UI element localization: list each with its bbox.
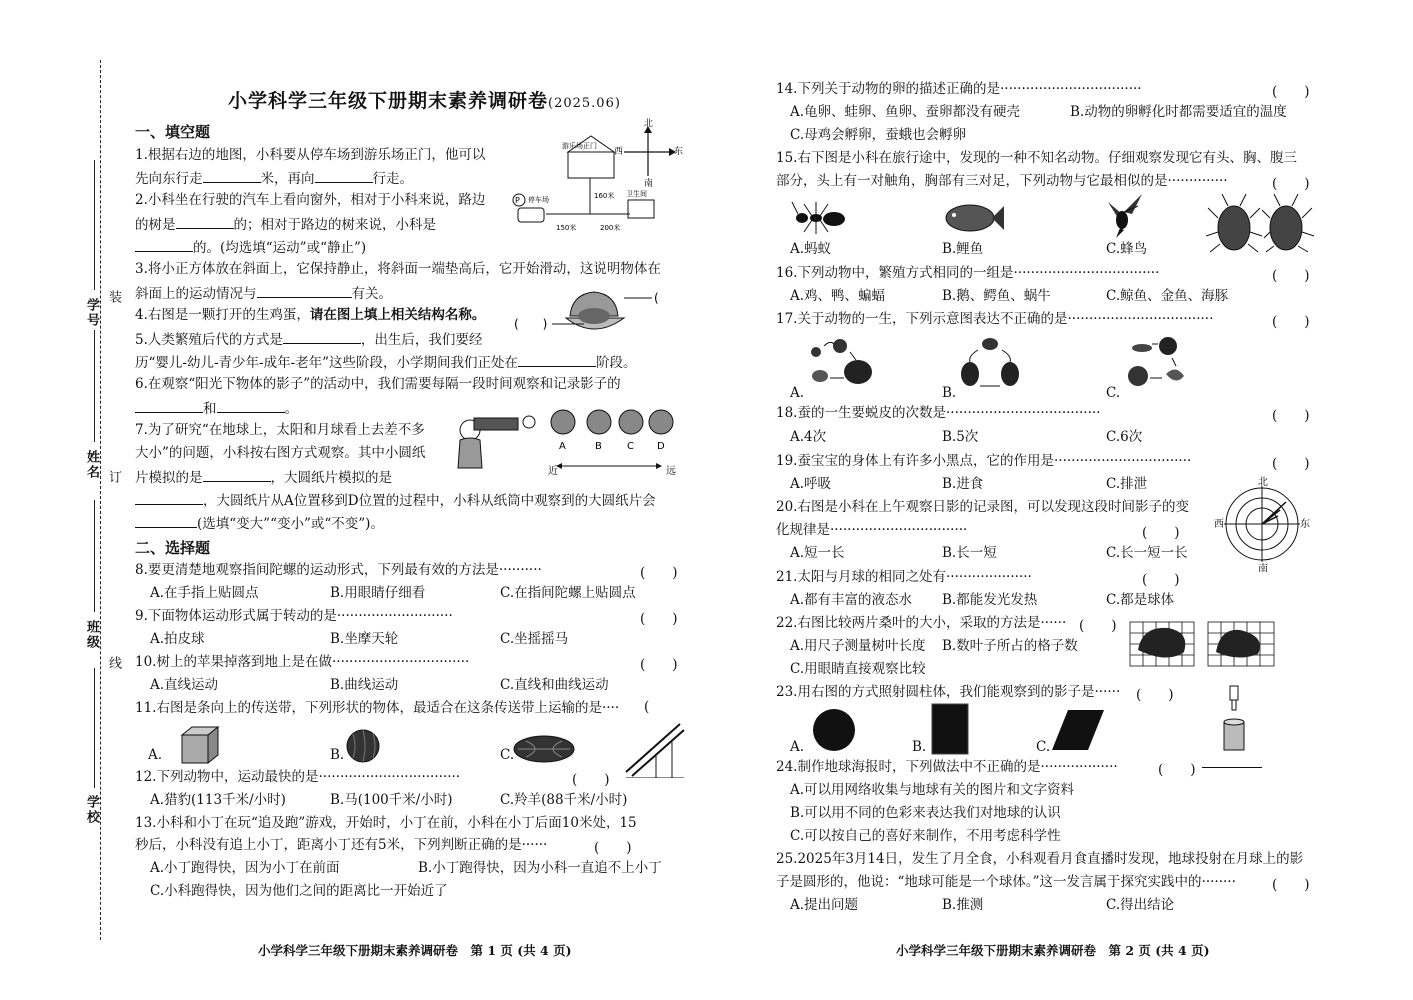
q7-blank2[interactable] [135, 490, 203, 505]
mark-xian: 线 [106, 656, 121, 669]
q22-option-b[interactable]: B.数叶子所占的格子数 [942, 638, 1078, 654]
q18-option-b[interactable]: B.5次 [942, 429, 979, 445]
q18-stem: 18.蚕的一生要蜕皮的次数是···································· [776, 405, 1101, 421]
wc-shape [628, 200, 654, 218]
q13-answer[interactable]: ( ) [594, 840, 632, 856]
q16-option-a[interactable]: A.鸡、鸭、蝙蝠 [790, 288, 886, 304]
q8-option-c[interactable]: C.在指间陀螺上贴圆点 [500, 585, 636, 601]
rugby-shape [512, 733, 576, 765]
q3-line1: 3.将小正方体放在斜面上，它保持静止，将斜面一端垫高后，它开始滑动，这说明物体在 [135, 261, 661, 277]
q7-blank1[interactable] [203, 467, 271, 482]
map-west: 西 [614, 147, 624, 157]
q10-option-b[interactable]: B.曲线运动 [330, 677, 399, 693]
q12-option-c[interactable]: C.羚羊(88千米/小时) [500, 792, 628, 808]
q20-option-a[interactable]: A.短一长 [790, 545, 845, 561]
class-field[interactable] [94, 500, 95, 612]
q14-option-b[interactable]: B.动物的卵孵化时都需要适宜的温度 [1070, 104, 1287, 120]
q19-option-a[interactable]: A.呼吸 [790, 476, 832, 492]
flashlight-cylinder-figure [1220, 684, 1250, 754]
q15-line1: 15.右下图是小科在旅行途中，发现的一种不知名动物。仔细观察发现它有头、胸、腹三 [776, 150, 1297, 166]
q20-option-b[interactable]: B.长一短 [942, 545, 997, 561]
mark-zhuang: 装 [106, 290, 121, 303]
q23-stem: 23.用右图的方式照射圆柱体，我们能观察到的影子是······ [776, 684, 1121, 700]
q25-option-b[interactable]: B.推测 [942, 897, 984, 913]
q10-option-c[interactable]: C.直线和曲线运动 [500, 677, 609, 693]
q14-option-a[interactable]: A.龟卵、蛙卵、鱼卵、蚕卵都没有硬壳 [790, 104, 1021, 120]
q3-line2: 斜面上的运动情况与 有关。 [135, 283, 392, 303]
q5-line2: 历“婴儿-幼儿-青少年-成年-老年”这些阶段，小学期间我们正处在 阶段。 [135, 352, 637, 372]
q11-answer[interactable]: ( [644, 699, 650, 715]
q8-option-b[interactable]: B.用眼睛仔细看 [330, 585, 426, 601]
q8-stem: 8.要更清楚地观察指间陀螺的运动形式，下列最有效的方法是·········· [135, 562, 542, 578]
q16-answer[interactable]: ( ) [1272, 268, 1310, 284]
q21-answer[interactable]: ( ) [1142, 572, 1180, 588]
small-disc [523, 416, 535, 428]
q7-line5: (选填“变大”“变小”或“不变”)。 [135, 513, 384, 533]
map-d160: 160米 [594, 192, 615, 200]
q25-line1: 25.2025年3月14日，发生了月全食，小科观看月食直播时发现，地球投射在月球上的影 [776, 851, 1304, 867]
disc-c [619, 410, 643, 434]
watermelon-shape [343, 728, 383, 764]
map-d150: 150米 [556, 224, 577, 232]
q17-option-c[interactable]: C. [1106, 385, 1121, 401]
sun-shadow-figure [1214, 476, 1310, 572]
observe-figure [452, 406, 687, 480]
q5-line1: 5.人类繁殖后代的方式是 ，出生后，我们要经 [135, 329, 482, 349]
q7-blank3[interactable] [135, 513, 197, 528]
egg-label-right: ( [654, 291, 659, 305]
frog-lifecycle-icon [958, 334, 1024, 392]
q19-option-c[interactable]: C.排泄 [1106, 476, 1148, 492]
q11-option-c[interactable]: C. [500, 747, 515, 763]
q17-option-a[interactable]: A. [790, 385, 805, 401]
q6-blank2[interactable] [217, 398, 285, 413]
q25-option-a[interactable]: A.提出问题 [790, 897, 859, 913]
leaf-grid-figure [1128, 620, 1278, 670]
q12-stem: 12.下列动物中，运动最快的是································· [135, 769, 461, 785]
q18-option-a[interactable]: A.4次 [790, 429, 827, 445]
mark-ding: 订 [106, 470, 121, 483]
page-2 [706, 0, 1413, 1000]
q20-line2: 化规律是································ [776, 522, 968, 538]
q13-option-c[interactable]: C.小科跑得快，因为他们之间的距离比一开始近了 [150, 883, 448, 899]
q18-answer[interactable]: ( ) [1272, 408, 1310, 424]
q23-answer[interactable]: ( ) [1136, 687, 1174, 703]
q15-answer[interactable]: ( ) [1272, 176, 1310, 192]
q2-blank1[interactable] [176, 214, 234, 229]
q10-answer[interactable]: ( ) [640, 657, 678, 673]
q23-option-c[interactable]: C. [1036, 739, 1051, 755]
q7-line4: ，大圆纸片从A位置移到D位置的过程中，小科从纸筒中观察到的大圆纸片会 [135, 490, 656, 510]
q12-answer[interactable]: ( ) [572, 772, 610, 788]
q12-option-a[interactable]: A.猎豹(113千米/小时) [150, 792, 286, 808]
dial-west: 西 [1214, 519, 1224, 530]
q19-option-b[interactable]: B.进食 [942, 476, 984, 492]
q18-option-c[interactable]: C.6次 [1106, 429, 1143, 445]
q6-line2: 和 。 [135, 398, 298, 418]
label-student-id: 学号 [84, 298, 99, 328]
q6-line1: 6.在观察“阳光下物体的影子”的活动中，我们需要每隔一段时间观察和记录影子的 [135, 376, 621, 392]
label-school: 学校 [84, 795, 99, 825]
round-shadow-icon [810, 706, 858, 754]
q22-option-c[interactable]: C.用眼睛直接观察比较 [790, 661, 926, 677]
q20-option-c[interactable]: C.长一短一长 [1106, 545, 1188, 561]
map-d200: 200米 [600, 224, 621, 232]
name-field[interactable] [94, 330, 95, 442]
q17-option-b[interactable]: B. [942, 385, 957, 401]
title-date: (2025.06) [548, 96, 621, 111]
q25-line2: 子是圆形的，他说：“地球可能是一个球体。”这一发言属于探究实践中的········ [776, 874, 1236, 890]
q9-option-a[interactable]: A.拍皮球 [150, 631, 205, 647]
footer-page-2: 小学科学三年级下册期末素养调研卷 第 2 页 (共 4 页) [896, 943, 1210, 958]
q24-stem: 24.制作地球海报时，下列做法中不正确的是·················· [776, 759, 1118, 775]
q20-answer[interactable]: ( ) [1142, 525, 1180, 541]
q15-option-c[interactable]: C.蜂鸟 [1106, 241, 1148, 257]
label-name: 姓名 [84, 450, 99, 480]
q9-option-b[interactable]: B.坐摩天轮 [330, 631, 399, 647]
q9-stem: 9.下面物体运动形式属于转动的是··························· [135, 608, 453, 624]
disc-a [551, 410, 575, 434]
silkworm-lifecycle-icon [1122, 334, 1192, 390]
unknown-insect-figure [1206, 192, 1316, 254]
disc-b [587, 410, 611, 434]
dial-east: 东 [1300, 519, 1310, 530]
parallelogram-shadow-icon [1050, 708, 1106, 752]
q24-option-c[interactable]: C.可以按自己的喜好来制作，不用考虑科学性 [790, 828, 1061, 844]
q23-option-b[interactable]: B. [912, 739, 927, 755]
map-figure [510, 118, 700, 238]
q2-line3: 的。(均选填“运动”或“静止”) [135, 237, 366, 257]
q8-answer[interactable]: ( ) [640, 565, 678, 581]
q11-option-a[interactable]: A. [148, 747, 163, 763]
map-wc-label: 卫生间 [626, 190, 647, 198]
q22-answer[interactable]: ( ) [1079, 618, 1117, 634]
q10-option-a[interactable]: A.直线运动 [150, 677, 219, 693]
q7-line1: 7.为了研究“在地球上，太阳和月球看上去差不多 [135, 422, 425, 438]
q13-line2: 秒后，小科没有追上小丁，距离小丁还有5米，下列判断正确的是······ [135, 837, 548, 853]
q25-answer[interactable]: ( ) [1272, 877, 1310, 893]
map-south: 南 [644, 179, 654, 189]
q7-line3: 片模拟的是 ，大圆纸片模拟的是 [135, 467, 392, 487]
page-1 [0, 0, 706, 1000]
q3-blank[interactable] [257, 283, 352, 298]
rect-shadow-icon [928, 702, 972, 756]
section-fill-blank: 一、填空题 [135, 123, 211, 141]
q6-blank1[interactable] [135, 398, 203, 413]
q17-answer[interactable]: ( ) [1272, 314, 1310, 330]
q11-stem: 11.右图是条向上的传送带，下列形状的物体，最适合在这条传送带上运输的是···· [135, 700, 620, 716]
hummingbird-icon [1102, 192, 1146, 240]
q8-option-a[interactable]: A.在手指上贴圆点 [150, 585, 259, 601]
q17-stem: 17.关于动物的一生，下列示意图表达不正确的是·································· [776, 311, 1214, 327]
q22-stem: 22.右图比较两片桑叶的大小，采取的方法是······ [776, 615, 1067, 631]
label-d: D [657, 441, 665, 452]
q10-stem: 10.树上的苹果掉落到地上是在做································ [135, 654, 470, 670]
q7-line2: 大小”的问题，小科按右图方式观察。其中小圆纸 [135, 445, 426, 461]
q24-answer[interactable]: ( ) [1158, 762, 1196, 778]
q1-blank1[interactable] [203, 168, 261, 183]
q2-line1: 2.小科坐在行驶的汽车上看向窗外，相对于小科来说，路边 [135, 192, 486, 208]
q1-line1: 1.根据右边的地图，小科要从停车场到游乐场正门，他可以 [135, 147, 486, 163]
q2-line2: 的树是 的；相对于路边的树来说，小科是 [135, 214, 436, 234]
q15-option-b[interactable]: B.鲤鱼 [942, 241, 984, 257]
q19-answer[interactable]: ( ) [1272, 456, 1310, 472]
q16-stem: 16.下列动物中，繁殖方式相同的一组是·································· [776, 265, 1160, 281]
map-east: 东 [674, 147, 684, 157]
table-line [1202, 767, 1262, 768]
egg-label-left: ( ) [514, 317, 548, 331]
q9-option-c[interactable]: C.坐摇摇马 [500, 631, 569, 647]
q11-option-b[interactable]: B. [330, 747, 345, 763]
dial-south: 南 [1258, 564, 1268, 572]
egg-figure [512, 286, 682, 346]
map-north: 北 [644, 119, 654, 129]
school-field[interactable] [94, 668, 95, 788]
label-far: 远 [666, 466, 676, 477]
park-gate-shape [568, 152, 614, 178]
label-near: 近 [548, 466, 558, 477]
map-lot-label: 停车场 [528, 196, 549, 204]
q23-option-a[interactable]: A. [790, 739, 805, 755]
svg-text:P: P [515, 196, 520, 205]
student-id-field[interactable] [94, 160, 95, 290]
label-a: A [559, 441, 566, 452]
q1-line2: 先向东行走 米，再向 行走。 [135, 168, 413, 188]
q21-option-b[interactable]: B.都能发光发热 [942, 592, 1038, 608]
label-b: B [595, 441, 602, 452]
q5-blank2[interactable] [518, 352, 596, 367]
q1-blank2[interactable] [315, 168, 373, 183]
q19-stem: 19.蚕宝宝的身体上有许多小黑点，它的作用是································ [776, 453, 1192, 469]
q2-blank2[interactable] [135, 237, 193, 252]
q13-line1: 13.小科和小丁在玩“追及跑”游戏，开始时，小丁在前，小科在小丁后面10米处，15 [135, 815, 637, 831]
q20-line1: 20.右图是小科在上午观察日影的记录图，可以发现这段时间影子的变 [776, 499, 1189, 515]
q4-line: 4.右图是一颗打开的生鸡蛋，请在图上填上相关结构名称。 [135, 307, 486, 323]
q13-option-b[interactable]: B.小丁跑得快，因为小科一直追不上小丁 [418, 860, 662, 876]
paper-tube [474, 418, 518, 430]
q14-stem: 14.下列关于动物的卵的描述正确的是································· [776, 81, 1142, 97]
section-choice: 二、选择题 [135, 539, 211, 557]
carp-icon [942, 198, 1004, 238]
q24-option-b[interactable]: B.可以用不同的色彩来表达我们对地球的认识 [790, 805, 1061, 821]
ant-icon [790, 198, 850, 238]
q14-option-c[interactable]: C.母鸡会孵卵，蚕蛾也会孵卵 [790, 127, 967, 143]
disc-d [649, 410, 673, 434]
map-park-label: 游乐场正门 [562, 142, 597, 150]
q5-blank1[interactable] [283, 329, 361, 344]
chicken-lifecycle-icon [800, 336, 880, 392]
q25-option-c[interactable]: C.得出结论 [1106, 897, 1175, 913]
q24-option-a[interactable]: A.可以用网络收集与地球有关的图片和文字资料 [790, 782, 1075, 798]
q12-option-b[interactable]: B.马(100千米/小时) [330, 792, 453, 808]
dial-north: 北 [1258, 477, 1268, 488]
box-shape [178, 725, 224, 765]
q21-stem: 21.太阳与月球的相同之处有···················· [776, 569, 1032, 585]
q14-answer[interactable]: ( ) [1272, 84, 1310, 100]
q21-option-a[interactable]: A.都有丰富的液态水 [790, 592, 913, 608]
page-title: 小学科学三年级下册期末素养调研卷(2025.06) [228, 90, 621, 112]
conveyor-figure [622, 716, 686, 778]
q9-answer[interactable]: ( ) [640, 611, 678, 627]
q22-option-a[interactable]: A.用尺子测量树叶长度 [790, 638, 926, 654]
q15-option-a[interactable]: A.蚂蚁 [790, 241, 832, 257]
footer-page-1: 小学科学三年级下册期末素养调研卷 第 1 页 (共 4 页) [258, 943, 572, 958]
label-c: C [627, 441, 634, 452]
q15-line2: 部分，头上有一对触角，胸部有三对足，下列动物与它最相似的是·············· [776, 173, 1228, 189]
car-shape [518, 208, 544, 222]
q13-option-a[interactable]: A.小丁跑得快，因为小丁在前面 [150, 860, 340, 876]
label-class: 班级 [84, 620, 99, 650]
q16-option-c[interactable]: C.鲸鱼、金鱼、海豚 [1106, 288, 1229, 304]
q21-option-c[interactable]: C.都是球体 [1106, 592, 1175, 608]
q16-option-b[interactable]: B.鹅、鳄鱼、蜗牛 [942, 288, 1051, 304]
